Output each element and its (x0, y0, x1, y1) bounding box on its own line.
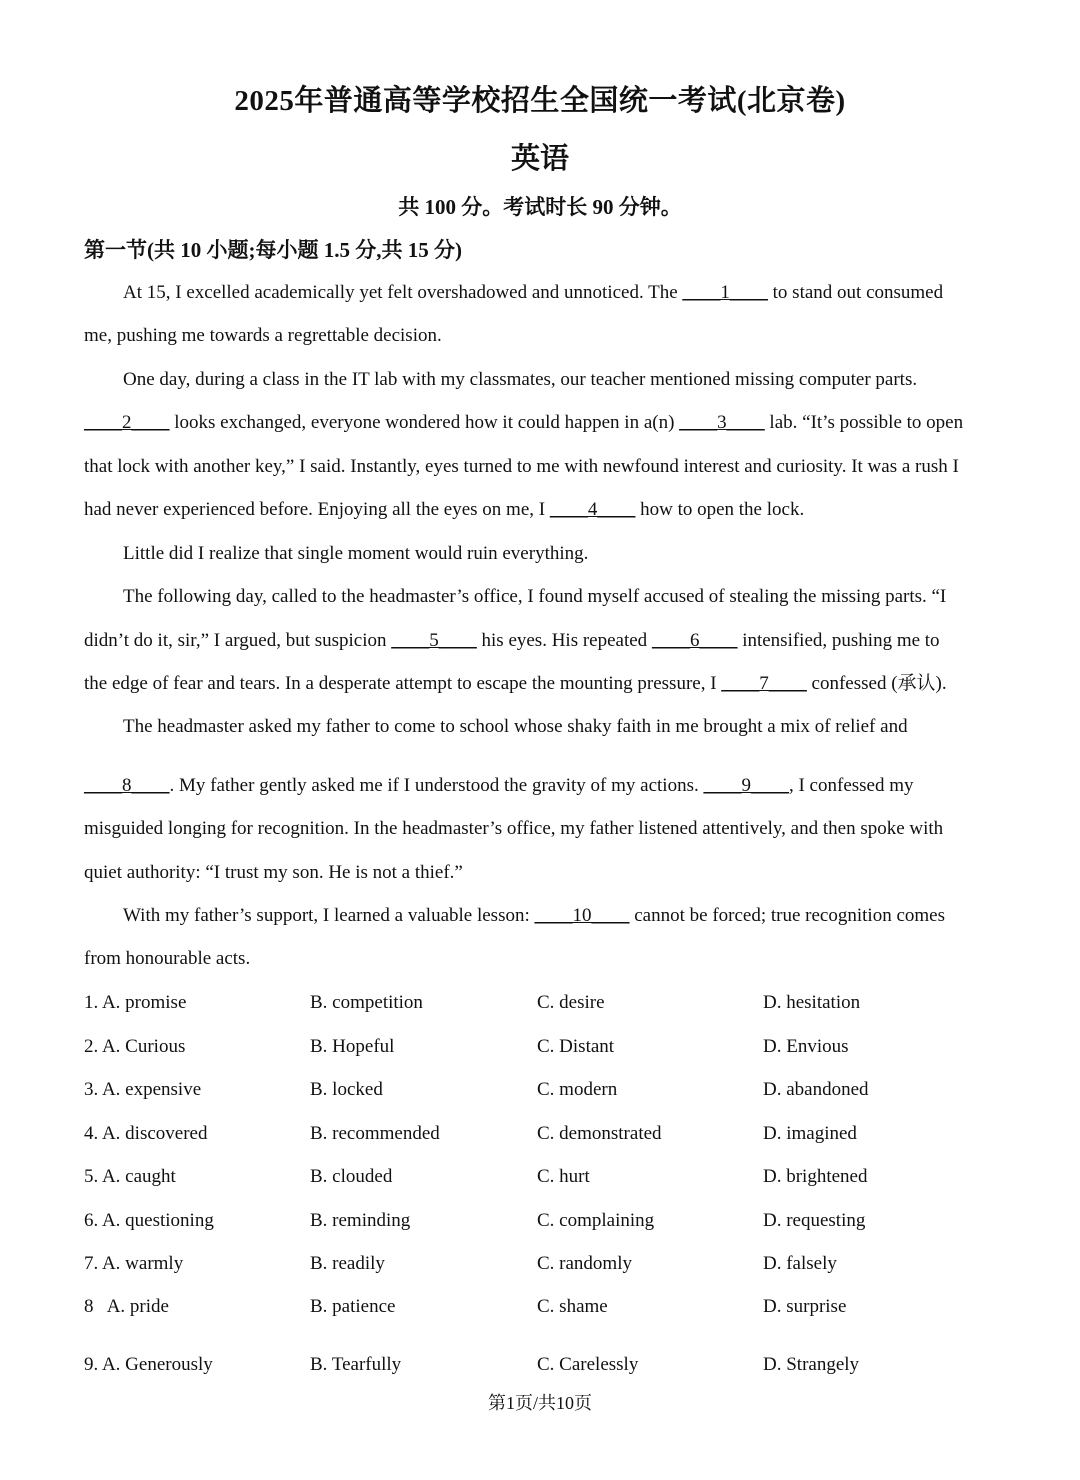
option-b: B. reminding (310, 1210, 411, 1231)
passage-line (84, 454, 994, 480)
option-c: C. Distant (537, 1036, 615, 1057)
passage-line (84, 628, 994, 654)
passage-text: his eyes. His repeated (476, 630, 652, 651)
option-c: C. Carelessly (537, 1354, 639, 1375)
passage-line (84, 323, 994, 349)
option-a: 8 A. pride (84, 1296, 169, 1317)
passage-text: One day, during a class in the IT lab with my classmates, our teacher mentioned missing computer parts. (123, 369, 918, 390)
passage-line (84, 410, 994, 436)
answer-blank: ____1____ (682, 282, 768, 303)
passage-text: had never experienced before. Enjoying all the eyes on me, I (84, 499, 550, 520)
option-d: D. brightened (763, 1166, 868, 1187)
section-title: 第一节(共 10 小题;每小题 1.5 分,共 15 分) (84, 238, 462, 262)
answer-blank: ____8____ (84, 775, 170, 796)
option-b: B. locked (310, 1079, 383, 1100)
passage-text: how to open the lock. (635, 499, 805, 520)
passage-line (123, 714, 993, 740)
option-c: C. complaining (537, 1210, 655, 1231)
option-b: B. recommended (310, 1123, 440, 1144)
subject-title: 英语 (510, 143, 569, 175)
option-c: C. shame (537, 1296, 608, 1317)
option-d: D. Envious (763, 1036, 849, 1057)
answer-blank: ____4____ (549, 499, 636, 520)
passage-line (123, 367, 993, 393)
option-a: 5. A. caught (84, 1166, 176, 1187)
answer-blank: ____5____ (391, 630, 477, 651)
option-d: D. imagined (763, 1123, 857, 1144)
passage-text: quiet authority: “I trust my son. He is not a thief.” (84, 862, 463, 883)
option-a: 2. A. Curious (84, 1036, 186, 1057)
passage-line (84, 816, 994, 842)
passage-line (84, 860, 994, 886)
answer-blank: ____7____ (721, 673, 807, 694)
option-d: D. requesting (763, 1210, 866, 1231)
passage-line (84, 671, 994, 697)
passage-text: me, pushing me towards a regrettable decision. (84, 325, 442, 346)
option-d: D. abandoned (763, 1079, 869, 1100)
passage-text: from honourable acts. (84, 948, 251, 969)
answer-blank: ____6____ (651, 630, 738, 651)
passage-line (123, 584, 993, 610)
option-c: C. randomly (537, 1253, 632, 1274)
passage-text: to stand out consumed (767, 282, 944, 303)
option-b: B. Hopeful (310, 1036, 395, 1057)
answer-blank: ____2____ (84, 412, 170, 433)
option-d: D. falsely (763, 1253, 837, 1274)
passage-line (84, 946, 994, 972)
page-number: 第1页/共10页 (487, 1393, 592, 1413)
passage-text: the edge of fear and tears. In a desperate attempt to escape the mounting pressure, I (84, 673, 722, 694)
option-a: 4. A. discovered (84, 1123, 208, 1144)
passage-text: intensified, pushing me to (737, 630, 940, 651)
option-a: 1. A. promise (84, 992, 187, 1013)
option-c: C. hurt (537, 1166, 590, 1187)
passage-text: Little did I realize that single moment would ruin everything. (123, 543, 589, 564)
answer-blank: ____9____ (703, 775, 789, 796)
passage-text: , I confessed my (788, 775, 914, 796)
passage-text: looks exchanged, everyone wondered how it could happen in a(n) (169, 412, 680, 433)
option-a: 3. A. expensive (84, 1079, 202, 1100)
passage-text: cannot be forced; true recognition comes (629, 905, 945, 926)
passage-line (123, 903, 993, 929)
option-b: B. patience (310, 1296, 396, 1317)
option-a: 7. A. warmly (84, 1253, 184, 1274)
passage-text: With my father’s support, I learned a valuable lesson: (123, 905, 535, 926)
option-a: 9. A. Generously (84, 1354, 213, 1375)
passage-text: misguided longing for recognition. In the headmaster’s office, my father listened attentively, and then spoke with (84, 818, 944, 839)
passage-text: At 15, I excelled academically yet felt overshadowed and unnoticed. The (123, 282, 683, 303)
answer-blank: ____3____ (679, 412, 765, 433)
passage-text: didn’t do it, sir,” I argued, but suspicion (84, 630, 392, 651)
passage-text: lab. “It’s possible to open (764, 412, 964, 433)
option-c: C. desire (537, 992, 605, 1013)
option-d: D. Strangely (763, 1354, 860, 1375)
passage-text: The headmaster asked my father to come to school whose shaky faith in me brought a mix of relief and (123, 716, 908, 737)
option-a: 6. A. questioning (84, 1210, 214, 1231)
passage-text: The following day, called to the headmaster’s office, I found myself accused of stealing the missing parts. “I (123, 586, 947, 607)
exam-title: 2025年普通高等学校招生全国统一考试(北京卷) (234, 85, 846, 117)
option-c: C. demonstrated (537, 1123, 662, 1144)
option-d: D. hesitation (763, 992, 861, 1013)
option-b: B. Tearfully (310, 1354, 402, 1375)
passage-text: that lock with another key,” I said. Instantly, eyes turned to me with newfound interest and curiosity. It was a rush I (84, 456, 959, 477)
exam-note: 共 100 分。考试时长 90 分钟。 (398, 195, 682, 219)
option-b: B. clouded (310, 1166, 393, 1187)
passage-line (123, 541, 993, 567)
passage-line (123, 280, 993, 306)
passage-text: confessed (承认). (806, 673, 947, 694)
passage-line (84, 497, 994, 523)
option-b: B. competition (310, 992, 423, 1013)
option-b: B. readily (310, 1253, 385, 1274)
passage-text: . My father gently asked me if I understood the gravity of my actions. (169, 775, 704, 796)
option-d: D. surprise (763, 1296, 847, 1317)
option-c: C. modern (537, 1079, 618, 1100)
passage-line (84, 773, 994, 799)
answer-blank: ____10____ (534, 905, 630, 926)
